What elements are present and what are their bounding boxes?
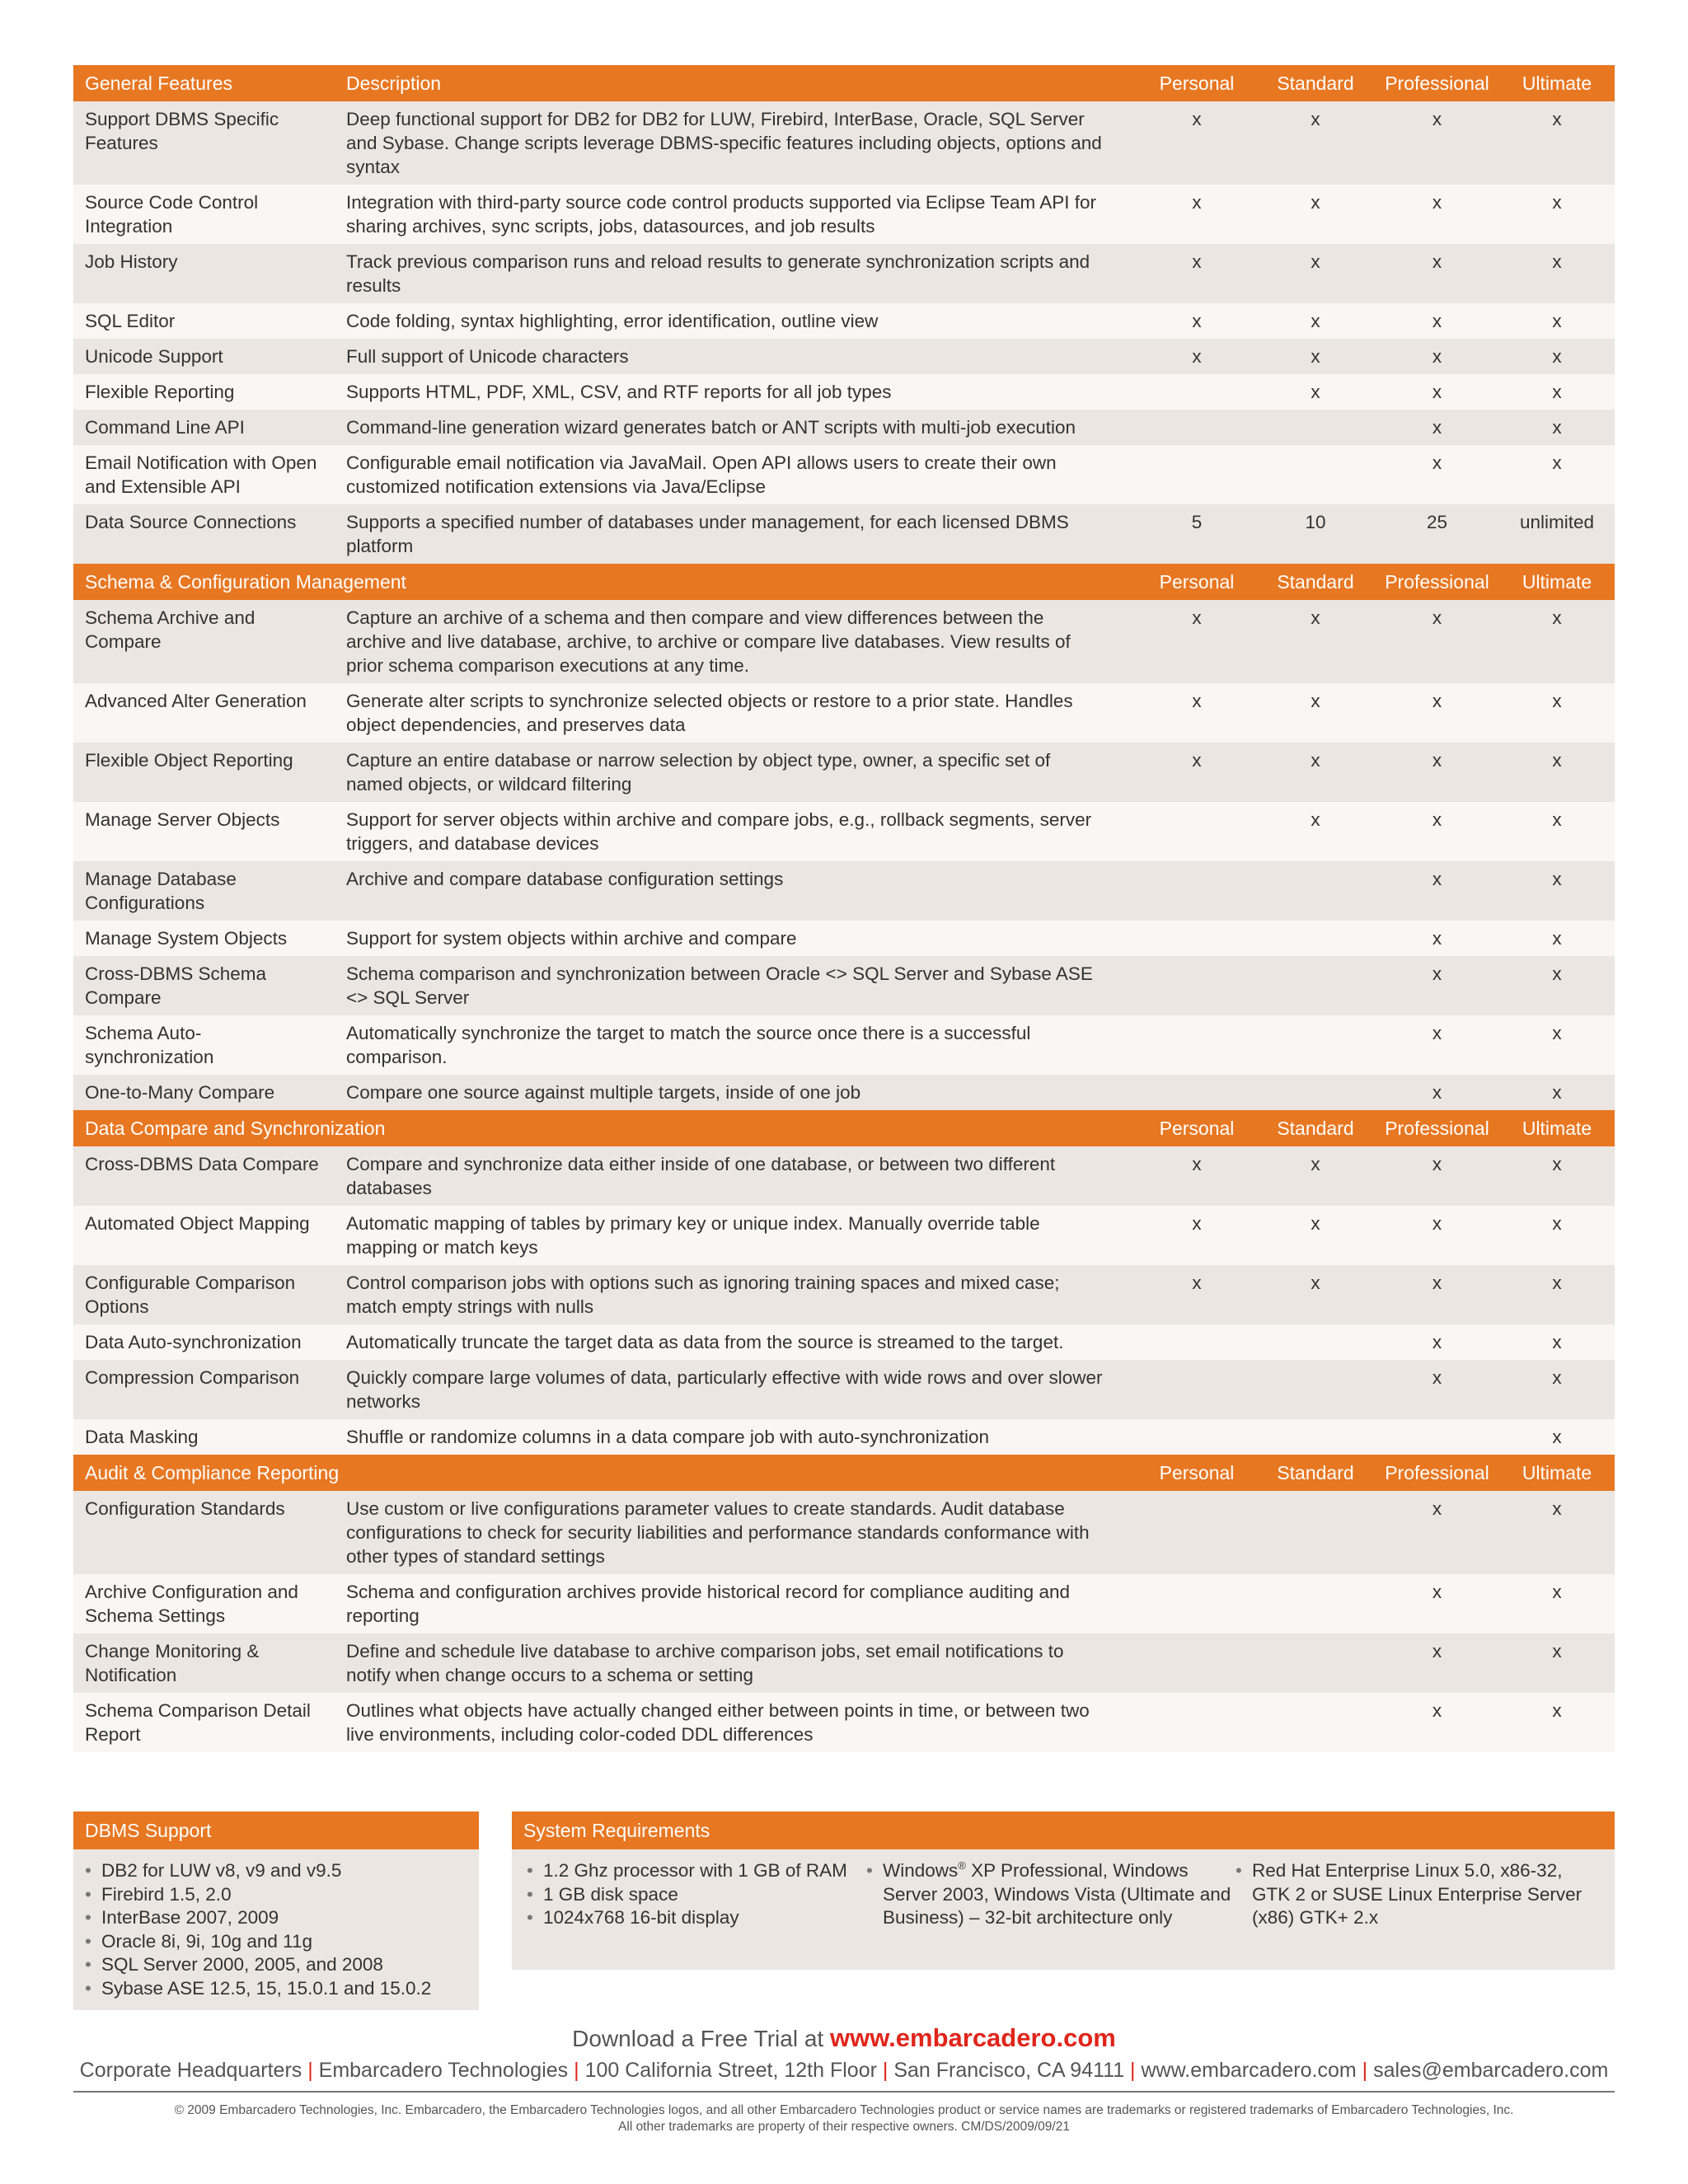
hq-part: Corporate Headquarters <box>79 2059 302 2082</box>
professional-cell: x <box>1375 1633 1499 1693</box>
feature-name: Configuration Standards <box>73 1491 335 1574</box>
website-link[interactable]: www.embarcadero.com <box>1141 2059 1357 2082</box>
personal-cell <box>1137 1491 1256 1574</box>
feature-description: Shuffle or randomize columns in a data compare job with auto-synchronization <box>335 1419 1137 1455</box>
personal-cell <box>1137 1075 1256 1110</box>
standard-cell: x <box>1256 1265 1375 1324</box>
feature-name: Configurable Comparison Options <box>73 1265 335 1324</box>
table-row <box>73 303 1615 339</box>
personal-header: Personal <box>1137 564 1256 600</box>
dbms-list-item: • SQL Server 2000, 2005, and 2008 <box>85 1953 467 1977</box>
feature-name: Support DBMS Specific Features <box>73 101 335 185</box>
table-row <box>73 339 1615 374</box>
professional-cell: x <box>1375 956 1499 1015</box>
standard-cell <box>1256 410 1375 445</box>
standard-cell: x <box>1256 339 1375 374</box>
ultimate-cell: x <box>1499 1491 1615 1574</box>
personal-cell: x <box>1137 743 1256 802</box>
standard-header: Standard <box>1256 65 1375 101</box>
feature-description: Automatically synchronize the target to match the source once there is a successful comparison. <box>335 1015 1137 1075</box>
ultimate-header: Ultimate <box>1499 564 1615 600</box>
professional-cell: x <box>1375 1693 1499 1752</box>
ultimate-cell: x <box>1499 600 1615 683</box>
table-row <box>73 1324 1615 1360</box>
feature-description: Configurable email notification via JavaMail. Open API allows users to create their own customized notification extensions via Java/Eclipse <box>335 445 1137 504</box>
ultimate-cell: x <box>1499 1265 1615 1324</box>
sysreq-hardware-list <box>527 1859 866 1930</box>
feature-description: Command-line generation wizard generates batch or ANT scripts with multi-job execution <box>335 410 1137 445</box>
ultimate-header: Ultimate <box>1499 1455 1615 1491</box>
hq-separator: | <box>302 2059 319 2082</box>
professional-cell: x <box>1375 600 1499 683</box>
personal-cell: x <box>1137 185 1256 244</box>
ultimate-cell: unlimited <box>1499 504 1615 564</box>
feature-name: Compression Comparison <box>73 1360 335 1419</box>
system-requirements-body <box>512 1849 1615 1970</box>
table-row <box>73 1015 1615 1075</box>
personal-cell: x <box>1137 303 1256 339</box>
ultimate-cell: x <box>1499 1324 1615 1360</box>
feature-description: Capture an archive of a schema and then compare and view differences between the archive and live database, archive, to archive or compare live databases. View results of prior schema comparison executions at any time. <box>335 600 1137 683</box>
professional-cell: x <box>1375 1491 1499 1574</box>
sysreq-list-item: • 1024x768 16-bit display <box>527 1906 866 1930</box>
ultimate-cell: x <box>1499 802 1615 861</box>
ultimate-header: Ultimate <box>1499 1110 1615 1146</box>
dbms-list-item: • InterBase 2007, 2009 <box>85 1906 467 1930</box>
professional-header: Professional <box>1375 564 1499 600</box>
standard-cell: x <box>1256 743 1375 802</box>
bottom-boxes <box>73 1811 1615 2009</box>
table-row <box>73 410 1615 445</box>
professional-cell: x <box>1375 802 1499 861</box>
feature-name: Change Monitoring & Notification <box>73 1633 335 1693</box>
personal-cell <box>1137 1324 1256 1360</box>
feature-description: Supports HTML, PDF, XML, CSV, and RTF reports for all job types <box>335 374 1137 410</box>
personal-cell <box>1137 802 1256 861</box>
feature-name: Cross-DBMS Data Compare <box>73 1146 335 1206</box>
section-header <box>73 564 1615 600</box>
professional-header: Professional <box>1375 1455 1499 1491</box>
standard-cell <box>1256 956 1375 1015</box>
professional-cell: x <box>1375 1324 1499 1360</box>
table-row <box>73 861 1615 921</box>
dbms-list-item: • Sybase ASE 12.5, 15, 15.0.1 and 15.0.2 <box>85 1977 467 2001</box>
sysreq-windows-item: • Windows® XP Professional, Windows Server 2003, Windows Vista (Ultimate and Business) – 32-bit architecture only <box>866 1859 1236 1930</box>
professional-cell: x <box>1375 1206 1499 1265</box>
download-line <box>0 2023 1688 2053</box>
standard-cell <box>1256 1419 1375 1455</box>
feature-description: Automatic mapping of tables by primary key or unique index. Manually override table mapping or match keys <box>335 1206 1137 1265</box>
feature-description: Automatically truncate the target data as data from the source is streamed to the target. <box>335 1324 1137 1360</box>
feature-name: Source Code Control Integration <box>73 185 335 244</box>
feature-description: Support for system objects within archive and compare <box>335 921 1137 956</box>
standard-cell <box>1256 1574 1375 1633</box>
table-row <box>73 185 1615 244</box>
feature-name: Schema Archive and Compare <box>73 600 335 683</box>
table-row <box>73 445 1615 504</box>
feature-description: Track previous comparison runs and reload results to generate synchronization scripts and results <box>335 244 1137 303</box>
feature-description: Generate alter scripts to synchronize selected objects or restore to a prior state. Handles object dependencies, and preserves data <box>335 683 1137 743</box>
standard-cell <box>1256 445 1375 504</box>
professional-cell: x <box>1375 1015 1499 1075</box>
sysreq-linux-list <box>1236 1859 1598 1930</box>
standard-cell: x <box>1256 802 1375 861</box>
feature-description: Define and schedule live database to archive comparison jobs, set email notifications to notify when change occurs to a schema or setting <box>335 1633 1137 1693</box>
ultimate-cell: x <box>1499 1015 1615 1075</box>
hq-part: San Francisco, CA 94111 <box>893 2059 1125 2082</box>
table-row <box>73 600 1615 683</box>
personal-cell: x <box>1137 600 1256 683</box>
feature-name: Automated Object Mapping <box>73 1206 335 1265</box>
feature-matrix <box>73 65 1615 1752</box>
ultimate-cell: x <box>1499 1574 1615 1633</box>
personal-cell: x <box>1137 683 1256 743</box>
copyright-notice <box>0 2102 1688 2135</box>
standard-header: Standard <box>1256 1455 1375 1491</box>
standard-cell <box>1256 1633 1375 1693</box>
feature-description: Support for server objects within archive and compare jobs, e.g., rollback segments, server triggers, and database devices <box>335 802 1137 861</box>
ultimate-cell: x <box>1499 339 1615 374</box>
feature-name: One-to-Many Compare <box>73 1075 335 1110</box>
ultimate-cell: x <box>1499 1206 1615 1265</box>
personal-cell <box>1137 410 1256 445</box>
personal-cell <box>1137 445 1256 504</box>
hq-part: Embarcadero Technologies <box>318 2059 569 2082</box>
personal-cell <box>1137 861 1256 921</box>
section-title: Data Compare and Synchronization <box>73 1110 1137 1146</box>
personal-cell: 5 <box>1137 504 1256 564</box>
standard-cell: x <box>1256 1146 1375 1206</box>
sysreq-list-item: • 1.2 Ghz processor with 1 GB of RAM <box>527 1859 866 1883</box>
section-title: Schema & Configuration Management <box>73 564 1137 600</box>
ultimate-cell: x <box>1499 1419 1615 1455</box>
feature-name: Data Masking <box>73 1419 335 1455</box>
table-row <box>73 1265 1615 1324</box>
professional-cell: x <box>1375 445 1499 504</box>
hq-separator: | <box>876 2059 894 2082</box>
personal-cell <box>1137 1419 1256 1455</box>
ultimate-cell: x <box>1499 861 1615 921</box>
system-requirements-box <box>512 1811 1615 1970</box>
feature-description: Schema comparison and synchronization between Oracle <> SQL Server and Sybase ASE <> SQL Server <box>335 956 1137 1015</box>
feature-description: Deep functional support for DB2 for DB2 for LUW, Firebird, InterBase, Oracle, SQL Server and Sybase. Change scripts leverage DBMS-specific features including objects, options and syntax <box>335 101 1137 185</box>
feature-name: Schema Auto-synchronization <box>73 1015 335 1075</box>
feature-description: Integration with third-party source code control products supported via Eclipse Team API for sharing archives, sync scripts, jobs, datasources, and job results <box>335 185 1137 244</box>
professional-cell: x <box>1375 1075 1499 1110</box>
feature-description: Outlines what objects have actually changed either between points in time, or between two live environments, including color-coded DDL differences <box>335 1693 1137 1752</box>
personal-cell: x <box>1137 1206 1256 1265</box>
feature-name: SQL Editor <box>73 303 335 339</box>
feature-description: Use custom or live configurations parameter values to create standards. Audit database configurations to check for security liabilities and performance standards conformance with other types of standard settings <box>335 1491 1137 1574</box>
hq-separator: | <box>1124 2059 1142 2082</box>
ultimate-cell: x <box>1499 445 1615 504</box>
professional-header: Professional <box>1375 1110 1499 1146</box>
personal-cell: x <box>1137 1265 1256 1324</box>
dbms-list-item: • DB2 for LUW v8, v9 and v9.5 <box>85 1859 467 1883</box>
ultimate-cell: x <box>1499 921 1615 956</box>
personal-cell <box>1137 374 1256 410</box>
headquarters-line <box>0 2059 1688 2083</box>
ultimate-cell: x <box>1499 101 1615 185</box>
professional-cell: x <box>1375 374 1499 410</box>
description-header: Description <box>335 65 1137 101</box>
professional-cell: x <box>1375 683 1499 743</box>
feature-name: Unicode Support <box>73 339 335 374</box>
table-row <box>73 101 1615 185</box>
standard-cell: x <box>1256 600 1375 683</box>
standard-cell: x <box>1256 244 1375 303</box>
table-row <box>73 683 1615 743</box>
standard-cell: x <box>1256 374 1375 410</box>
dbms-support-body <box>73 1849 479 2010</box>
standard-cell <box>1256 1075 1375 1110</box>
feature-description: Code folding, syntax highlighting, error identification, outline view <box>335 303 1137 339</box>
table-row <box>73 1075 1615 1110</box>
system-requirements-title: System Requirements <box>512 1811 1615 1849</box>
ultimate-cell: x <box>1499 743 1615 802</box>
ultimate-cell: x <box>1499 410 1615 445</box>
feature-name: Manage Server Objects <box>73 802 335 861</box>
ultimate-cell: x <box>1499 303 1615 339</box>
standard-header: Standard <box>1256 1110 1375 1146</box>
feature-description: Full support of Unicode characters <box>335 339 1137 374</box>
footer-divider <box>73 2091 1615 2093</box>
table-row <box>73 374 1615 410</box>
feature-description: Control comparison jobs with options such as ignoring training spaces and mixed case; match empty strings with nulls <box>335 1265 1137 1324</box>
feature-name: Job History <box>73 244 335 303</box>
sysreq-list-item: • 1 GB disk space <box>527 1883 866 1907</box>
table-row <box>73 956 1615 1015</box>
ultimate-cell: x <box>1499 374 1615 410</box>
ultimate-cell: x <box>1499 1146 1615 1206</box>
standard-cell: x <box>1256 1206 1375 1265</box>
professional-cell: x <box>1375 743 1499 802</box>
feature-name: Flexible Reporting <box>73 374 335 410</box>
standard-header: Standard <box>1256 564 1375 600</box>
standard-cell: x <box>1256 303 1375 339</box>
professional-cell: x <box>1375 1146 1499 1206</box>
personal-cell <box>1137 1360 1256 1419</box>
standard-cell <box>1256 1324 1375 1360</box>
feature-description: Compare one source against multiple targets, inside of one job <box>335 1075 1137 1110</box>
ultimate-header: Ultimate <box>1499 65 1615 101</box>
dbms-list-item: • Oracle 8i, 9i, 10g and 11g <box>85 1930 467 1954</box>
table-row <box>73 1633 1615 1693</box>
personal-cell <box>1137 921 1256 956</box>
feature-description: Compare and synchronize data either inside of one database, or between two different databases <box>335 1146 1137 1206</box>
ultimate-cell: x <box>1499 956 1615 1015</box>
ultimate-cell: x <box>1499 683 1615 743</box>
feature-description: Capture an entire database or narrow selection by object type, owner, a specific set of named objects, or wildcard filtering <box>335 743 1137 802</box>
ultimate-cell: x <box>1499 244 1615 303</box>
personal-header: Personal <box>1137 1455 1256 1491</box>
standard-cell <box>1256 1491 1375 1574</box>
dbms-support-list <box>85 1859 467 2000</box>
ultimate-cell: x <box>1499 1633 1615 1693</box>
copyright-line-1: © 2009 Embarcadero Technologies, Inc. Embarcadero, the Embarcadero Technologies logos, and all other Embarcadero Technologies product or service names are trademarks or registered trademarks of Embarcadero Technologies, Inc. <box>174 2103 1514 2117</box>
feature-name: Cross-DBMS Schema Compare <box>73 956 335 1015</box>
ultimate-cell: x <box>1499 1075 1615 1110</box>
dbms-support-title: DBMS Support <box>73 1811 479 1849</box>
dbms-list-item: • Firebird 1.5, 2.0 <box>85 1883 467 1907</box>
professional-cell: x <box>1375 861 1499 921</box>
table-row <box>73 1206 1615 1265</box>
personal-cell <box>1137 1574 1256 1633</box>
feature-table <box>73 65 1615 1752</box>
dbms-support-box <box>73 1811 479 2010</box>
standard-cell <box>1256 861 1375 921</box>
standard-cell: x <box>1256 101 1375 185</box>
ultimate-cell: x <box>1499 185 1615 244</box>
professional-cell: x <box>1375 1265 1499 1324</box>
hq-separator: | <box>568 2059 585 2082</box>
standard-cell: x <box>1256 185 1375 244</box>
ultimate-cell: x <box>1499 1360 1615 1419</box>
table-row <box>73 921 1615 956</box>
personal-cell: x <box>1137 244 1256 303</box>
standard-cell <box>1256 921 1375 956</box>
feature-name: Email Notification with Open and Extensible API <box>73 445 335 504</box>
table-row <box>73 1146 1615 1206</box>
table-row <box>73 1360 1615 1419</box>
personal-cell: x <box>1137 1146 1256 1206</box>
table-row <box>73 244 1615 303</box>
standard-cell <box>1256 1693 1375 1752</box>
ultimate-cell: x <box>1499 1693 1615 1752</box>
professional-cell: x <box>1375 185 1499 244</box>
download-url-link[interactable]: www.embarcadero.com <box>829 2023 1116 2052</box>
personal-cell <box>1137 1015 1256 1075</box>
table-row <box>73 1574 1615 1633</box>
standard-cell <box>1256 1360 1375 1419</box>
sysreq-windows-list <box>866 1859 1236 1930</box>
professional-cell: x <box>1375 1360 1499 1419</box>
personal-header: Personal <box>1137 1110 1256 1146</box>
hq-part: 100 California Street, 12th Floor <box>584 2059 877 2082</box>
feature-name: Advanced Alter Generation <box>73 683 335 743</box>
feature-name: Archive Configuration and Schema Settings <box>73 1574 335 1633</box>
feature-name: Manage Database Configurations <box>73 861 335 921</box>
feature-description: Quickly compare large volumes of data, particularly effective with wide rows and over slower networks <box>335 1360 1137 1419</box>
table-row <box>73 802 1615 861</box>
sysreq-list-item: • Red Hat Enterprise Linux 5.0, x86-32, GTK 2 or SUSE Linux Enterprise Server (x86) GTK+ 2.x <box>1236 1859 1598 1930</box>
feature-name: Manage System Objects <box>73 921 335 956</box>
feature-name: Data Source Connections <box>73 504 335 564</box>
standard-cell: 10 <box>1256 504 1375 564</box>
hq-separator: | <box>1356 2059 1374 2082</box>
professional-cell: x <box>1375 1574 1499 1633</box>
professional-header: Professional <box>1375 65 1499 101</box>
feature-name: Schema Comparison Detail Report <box>73 1693 335 1752</box>
table-row <box>73 1419 1615 1455</box>
personal-cell <box>1137 1633 1256 1693</box>
copyright-line-2: All other trademarks are property of their respective owners. CM/DS/2009/09/21 <box>618 2120 1070 2134</box>
professional-cell: x <box>1375 303 1499 339</box>
professional-cell: x <box>1375 921 1499 956</box>
table-row <box>73 743 1615 802</box>
sales-email-link[interactable]: sales@embarcadero.com <box>1373 2059 1609 2082</box>
section-header <box>73 1455 1615 1491</box>
personal-cell <box>1137 956 1256 1015</box>
table-row <box>73 1693 1615 1752</box>
section-header <box>73 1110 1615 1146</box>
feature-description: Supports a specified number of databases under management, for each licensed DBMS platform <box>335 504 1137 564</box>
professional-cell: x <box>1375 410 1499 445</box>
personal-cell: x <box>1137 339 1256 374</box>
professional-cell: x <box>1375 339 1499 374</box>
professional-cell: 25 <box>1375 504 1499 564</box>
feature-description: Archive and compare database configuration settings <box>335 861 1137 921</box>
professional-cell: x <box>1375 244 1499 303</box>
section-title: General Features <box>73 65 335 101</box>
feature-name: Command Line API <box>73 410 335 445</box>
section-title: Audit & Compliance Reporting <box>73 1455 1137 1491</box>
personal-cell: x <box>1137 101 1256 185</box>
download-text: Download a Free Trial at <box>572 2026 830 2051</box>
table-row <box>73 504 1615 564</box>
personal-cell <box>1137 1693 1256 1752</box>
feature-name: Data Auto-synchronization <box>73 1324 335 1360</box>
feature-name: Flexible Object Reporting <box>73 743 335 802</box>
section-header <box>73 65 1615 101</box>
table-row <box>73 1491 1615 1574</box>
standard-cell: x <box>1256 683 1375 743</box>
feature-description: Schema and configuration archives provide historical record for compliance auditing and reporting <box>335 1574 1137 1633</box>
standard-cell <box>1256 1015 1375 1075</box>
professional-cell <box>1375 1419 1499 1455</box>
personal-header: Personal <box>1137 65 1256 101</box>
professional-cell: x <box>1375 101 1499 185</box>
